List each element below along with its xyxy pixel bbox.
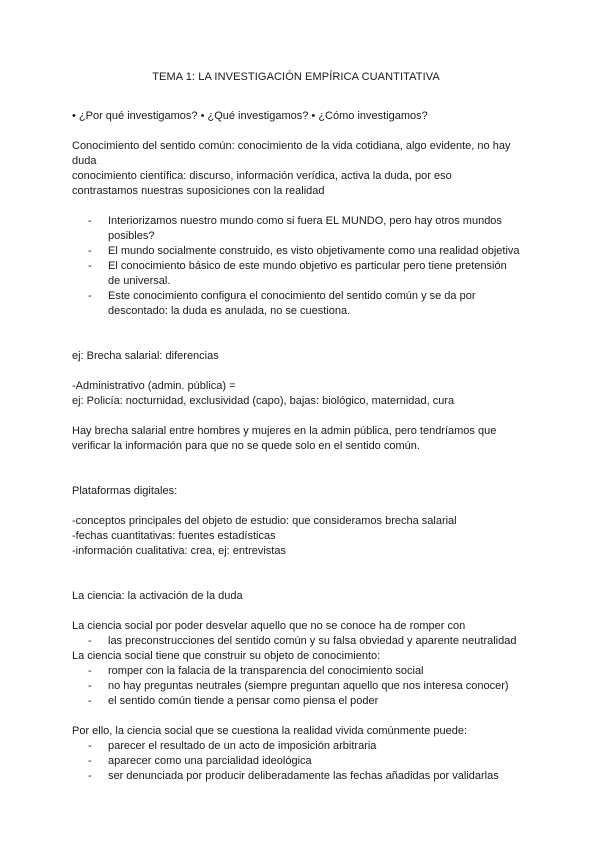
scientific-knowledge-definition: conocimiento científica: discurso, información verídica, activa la duda, por eso contrastamos nuestras suposiciones con la realidad — [72, 170, 452, 197]
common-sense-list — [72, 214, 520, 319]
science-paragraph-3: Por ello, la ciencia social que se cuestiona la realidad vivida comúnmente puede: — [72, 725, 468, 737]
science-list-b — [72, 664, 520, 709]
science-paragraph-2: La ciencia social tiene que construir su objeto de conocimiento: — [72, 650, 381, 662]
example-paragraph: Hay brecha salarial entre hombres y mujeres en la admin pública, pero tendríamos que verificar la información para que no se quede solo en el sentido común. — [72, 425, 497, 452]
list-item: - El mundo socialmente construido, es visto objetivamente como una realidad objetiva — [88, 244, 520, 259]
science-list-a — [72, 634, 520, 649]
list-item: - el sentido común tiende a pensar como piensa el poder — [88, 694, 520, 709]
platforms-item: -información cualitativa: crea, ej: entrevistas — [72, 545, 286, 557]
platforms-item: -fechas cuantitativas: fuentes estadísticas — [72, 530, 276, 542]
list-item: - no hay preguntas neutrales (siempre preguntan aquello que nos interesa conocer) — [88, 679, 520, 694]
list-item: - ser denunciada por producir deliberadamente las fechas añadidas por validarlas — [88, 769, 520, 784]
common-sense-definition: Conocimiento del sentido común: conocimiento de la vida cotidiana, algo evidente, no hay duda — [72, 140, 511, 167]
guiding-questions: • ¿Por qué investigamos? • ¿Qué investigamos? • ¿Cómo investigamos? — [72, 110, 428, 122]
example-line-admin: -Administrativo (admin. pública) = — [72, 380, 236, 392]
example-line-police: ej: Policía: nocturnidad, exclusividad (capo), bajas: biológico, maternidad, cura — [72, 395, 455, 407]
list-item: - parecer el resultado de un acto de imposición arbitraria — [88, 739, 520, 754]
list-item: - El conocimiento básico de este mundo objetivo es particular pero tiene pretensión de universal. — [88, 259, 520, 289]
list-item: - las preconstrucciones del sentido común y su falsa obviedad y aparente neutralidad — [88, 634, 520, 649]
list-item: - Interiorizamos nuestro mundo como si fuera EL MUNDO, pero hay otros mundos posibles? — [88, 214, 520, 244]
document-title: TEMA 1: LA INVESTIGACIÓN EMPÍRICA CUANTITATIVA — [152, 71, 440, 83]
science-heading: La ciencia: la activación de la duda — [72, 590, 243, 602]
list-item: - Este conocimiento configura el conocimiento del sentido común y se da por descontado: la duda es anulada, no se cuestiona. — [88, 289, 520, 319]
example-heading: ej: Brecha salarial: diferencias — [72, 350, 219, 362]
science-list-c — [72, 739, 520, 784]
list-item: - aparecer como una parcialidad ideológica — [88, 754, 520, 769]
science-paragraph-1: La ciencia social por poder desvelar aquello que no se conoce ha de romper con — [72, 620, 466, 632]
list-item: - romper con la falacia de la transparencia del conocimiento social — [88, 664, 520, 679]
platforms-item: -conceptos principales del objeto de estudio: que consideramos brecha salarial — [72, 515, 457, 527]
platforms-heading: Plataformas digitales: — [72, 485, 178, 497]
